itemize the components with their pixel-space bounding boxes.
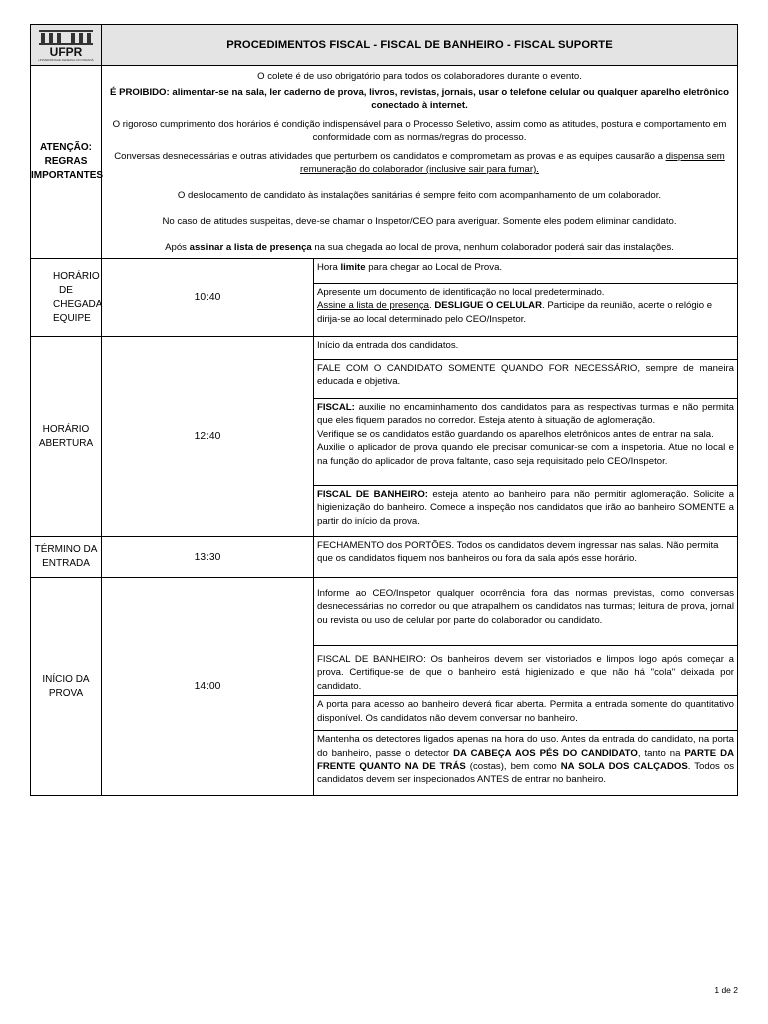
attention-label-line2: REGRAS IMPORTANTES — [31, 156, 104, 181]
rule-attendance-b: assinar a lista de presença — [189, 242, 312, 253]
arrival-time: 10:40 — [102, 259, 314, 337]
entry-end-label: TÉRMINO DA ENTRADA — [31, 537, 102, 578]
exam-start-time: 14:00 — [102, 578, 314, 796]
opening-instruction-2: FALE COM O CANDIDATO SOMENTE QUANDO FOR NECESSÁRIO, sempre de maneira educada e objetiva. — [314, 360, 737, 399]
arrival-instruction-2: Apresente um documento de identificação no local predeterminado. Assine a lista de presença. DESLIGUE O CELULAR. Participe da reunião, acerte o relógio e dirija-se ao local determinado pelo CEO/Inspetor. — [317, 287, 713, 325]
rule-attendance-a: Após — [165, 242, 190, 253]
page-number: 1 de 2 — [714, 985, 738, 995]
header-row — [31, 25, 738, 66]
opening-time: 12:40 — [102, 337, 314, 537]
exam-start-row — [31, 578, 738, 796]
rule-conversations-dismissal: dispensa sem remuneração do colaborador (inclusive sair para fumar). — [300, 151, 725, 175]
exam-start-instructions — [314, 578, 738, 796]
ufpr-logo-icon — [35, 28, 97, 62]
rule-vest: O colete é de uso obrigatório para todos os colaboradores durante o evento. — [257, 71, 582, 82]
entry-end-instruction-1: FECHAMENTO dos PORTÕES. Todos os candidatos devem ingressar nas salas. Não permita que os candidatos fiquem nos banheiros ou fora da sala após esse horário. — [317, 540, 719, 565]
exam-start-instruction-3: A porta para acesso ao banheiro deverá ficar aberta. Permita a entrada somente do quantitativo disponível. Os candidatos não devem conversar no banheiro. — [314, 696, 737, 731]
exam-start-instruction-2: FISCAL DE BANHEIRO: Os banheiros devem ser vistoriados e limpos logo após começar a prova. Certifique-se de que o banheiro está higienizado e que não há "cola" deixada por candidato. — [314, 646, 737, 696]
rule-suspicious: No caso de atitudes suspeitas, deve-se chamar o Inspetor/CEO para averiguar. Somente eles podem eliminar candidato. — [162, 216, 677, 227]
attention-rules — [102, 66, 738, 259]
attention-row — [31, 66, 738, 259]
entry-end-instructions — [314, 537, 738, 578]
procedures-table — [30, 24, 738, 796]
entry-end-time: 13:30 — [102, 537, 314, 578]
page-title: PROCEDIMENTOS FISCAL - FISCAL DE BANHEIRO - FISCAL SUPORTE — [102, 25, 738, 66]
rule-attendance — [108, 241, 731, 254]
exam-start-instruction-1: Informe ao CEO/Inspetor qualquer ocorrência fora das normas previstas, como conversas desnecessárias no corredor ou que atrapalhem os candidatos nas turmas; leitura de prova, jornal ou revista ou uso de celular por parte do colaborador ou candidato. — [314, 578, 737, 646]
arrival-instruction-1: Hora limite para chegar ao Local de Prova. — [314, 259, 737, 284]
opening-instruction-3: FISCAL: auxilie no encaminhamento dos candidatos para as respectivas turmas e não permita que eles fiquem parados no corredor. Esteja atento à situação de aglomeração. Verifique se os candidatos estão guardando os aparelhos eletrônicos antes de entrar na sala. Auxilie o aplicador de prova quando ele precisar comunicar-se com a inspetoria. Atue no local e na função do aplicador de prova faltante, caso seja requisitado pelo CEO/Inspetor. — [314, 399, 737, 486]
rule-restroom: O deslocamento de candidato às instalações sanitárias é sempre feito com acompanhamento de um colaborador. — [177, 190, 662, 201]
opening-instruction-1: Início da entrada dos candidatos. — [314, 337, 737, 360]
rule-prohibited: É PROIBIDO: alimentar-se na sala, ler caderno de prova, livros, revistas, jornais, usar o telefone celular ou qualquer aparelho eletrônico conectado à internet. — [110, 87, 729, 111]
document — [30, 24, 738, 796]
entry-end-row — [31, 537, 738, 578]
exam-start-instruction-4: Mantenha os detectores ligados apenas na hora do uso. Antes da entrada do candidato, na porta do banheiro, passe o detector DA CABEÇA AOS PÉS DO CANDIDATO, tanto na PARTE DA FRENTE QUANTO NA DE TRÁS (costas), bem como NA SOLA DOS CALÇADOS. Todos os candidatos devem ser inspecionados ANTES de entrar no banheiro. — [317, 734, 735, 786]
arrival-label: HORÁRIO DE CHEGADA EQUIPE — [31, 259, 102, 337]
opening-instructions — [314, 337, 738, 537]
arrival-instructions — [314, 259, 738, 337]
rule-schedule: O rigoroso cumprimento dos horários é condição indispensável para o Processo Seletivo, assim como as atitudes, postura e comportamento em conformidade com as normas/regras do processo. — [112, 119, 727, 143]
exam-start-label: INÍCIO DA PROVA — [31, 578, 102, 796]
attention-label-line1: ATENÇÃO: — [39, 142, 93, 153]
opening-row — [31, 337, 738, 537]
logo-subtext: UNIVERSIDADE FEDERAL DO PARANÁ — [38, 58, 94, 62]
logo-text: UFPR — [49, 45, 83, 59]
logo-cell — [31, 25, 102, 66]
arrival-row — [31, 259, 738, 337]
rule-conversations — [108, 150, 731, 176]
opening-label: HORÁRIO ABERTURA — [31, 337, 102, 537]
attention-label — [31, 66, 102, 259]
opening-instruction-4: FISCAL DE BANHEIRO: esteja atento ao banheiro para não permitir aglomeração. Solicite a higienização do banheiro. Comece a inspeção nos candidatos que irão ao banheiro SOMENTE a partir do início da prova. — [317, 489, 734, 527]
rule-conversations-text: Conversas desnecessárias e outras atividades que perturbem os candidatos e comprometam as provas e as equipes causarão a — [114, 151, 666, 162]
rule-attendance-c: na sua chegada ao local de prova, nenhum colaborador poderá sair das instalações. — [311, 242, 674, 253]
